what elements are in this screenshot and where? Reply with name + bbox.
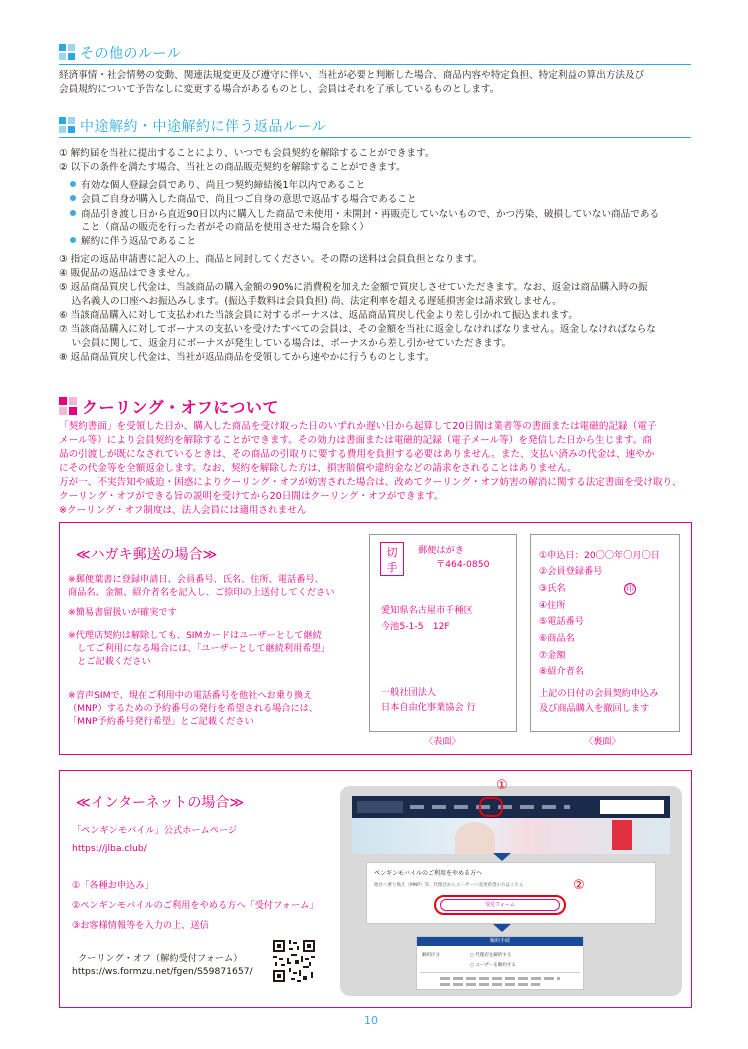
front-caption: 〈表面〉 [424, 736, 461, 747]
internet-step: ③お客様情報等を入力の上、送信 [72, 920, 209, 931]
postcard-note: ※郵便葉書に登録申請日、会員番号、氏名、住所、電話番号、 [68, 574, 324, 585]
website-partner-logo [600, 800, 664, 814]
bullet-dot-icon [70, 181, 76, 187]
recipient-address: 愛知県名古屋市千種区 [381, 605, 473, 616]
back-caption: 〈裏面〉 [584, 736, 621, 747]
page-number: 10 [364, 1014, 378, 1027]
recipient-address: 今池5-1-5 12F [381, 621, 450, 632]
section-blue-square-icon [59, 44, 75, 60]
seal-icon: 印 [626, 584, 634, 593]
return-rule-item: ④ 販促品の返品はできません。 [59, 268, 196, 279]
stamp-box [380, 542, 404, 576]
section-divider [59, 137, 691, 138]
back-footer: 上記の日付の会員契約申込み [539, 688, 659, 699]
section-title-cooling-off: クーリング・オフについて [82, 398, 279, 417]
postcard-note: （MNP）するための予約番号の発行を希望される場合には、 [68, 703, 319, 714]
bullet-dot-icon [70, 210, 76, 216]
postcard-note: 「MNP予約番号発行希望」とご記載ください [68, 716, 254, 727]
condition-bullet: 解約に伴う返品であること [70, 235, 196, 248]
panel-desc: 他社へ乗り換え（MNP）等、代理店からユーザーへ変更希望の方はこちら [374, 883, 524, 888]
cooling-off-text: 「契約書面」を受領した日か、購入した商品を受け取った日のいずれか遅い日から起算して20日間は業者等の書面または電磁的記録（電子 メール等）により会員契約を解除することができます。その効力は書面または電磁的記録（電子メール等）を発信した日から生じます。商 品の引渡しが既になされているときは、その商品の引取りに要する費用を負担する必要はありません。また、支払い済みの代金は、速やか にその代金等を全額返金します。なお、契約を解除した方は、損害賠償や違約金などの請求をされることはありません。 万が一、不実告知や威迫・困惑によりクーリング・オフが妨害された場合は、改めてクーリング・オフ妨害の解消に関する法定書面を受け取り、 クーリング・オフができる旨の説明を受けてから20日間はクーリング・オフができます。 ※クーリング・オフ制度は、法人会員には適用されません [59, 421, 682, 516]
section-blue-square-icon [59, 117, 75, 133]
panel-title: ペンギンモバイルのご利用をやめる方へ [374, 870, 482, 877]
website-hero-figure [455, 822, 495, 854]
marker-2: ② [573, 878, 585, 893]
form-side-label: 解約区分 [422, 953, 440, 958]
back-field: ⑧紹介者名 [539, 666, 584, 677]
form-option[interactable]: ○ ユーザーを解約する [470, 963, 516, 968]
return-rule-item: ⑤ 返品商品買戻し代金は、当該商品の購入金額の90%に消費税を加えた金額で買戻しさせていただきます。なお、返金は商品購入時の振 [59, 282, 648, 293]
stamp-text: 手 [386, 561, 398, 574]
bullet-dot-icon [70, 237, 76, 243]
internet-step: ①「各種お申込み」 [72, 880, 154, 891]
form-panel-header: 解約手続 [417, 937, 583, 946]
back-field: ④住所 [539, 600, 566, 611]
postcard-note: とご記載ください [68, 656, 151, 667]
postcard-note: 商品名、金額、紹介者名を記入し、ご捺印の上送付してください [68, 587, 335, 598]
condition-bullet: 商品引き渡し日から直近90日以内に購入した商品で未使用・未開封・再販売していないもので、かつ汚染、破損していない商品である [70, 208, 659, 221]
condition-bullet: 有効な個人登録会員であり、尚且つ契約締結後1年以内であること [70, 179, 365, 192]
nav-application-link[interactable] [479, 797, 503, 817]
return-rule-item: い会員に関して、返金月にボーナスが発生している場合は、ボーナスから差し引かせていただきます。 [59, 338, 512, 349]
website-hero-accent [612, 820, 632, 850]
condition-bullet: 会員ご自身が購入した商品で、尚且つご自身の意思で返品する場合であること [70, 193, 417, 206]
back-field: ⑤電話番号 [539, 616, 584, 627]
back-field: ①申込日：20〇〇年〇月〇日 [539, 550, 660, 561]
form-fine-print [440, 983, 540, 986]
website-logo [357, 801, 403, 813]
postcard-note: してご利用になる場合には、「ユーザーとして継続利用希望」 [68, 643, 330, 654]
return-rule-item: 込名義人の口座へお振込みします。(振込手数料は会員負担) 尚、法定利率を超える遅延損害金は請求致しません。 [59, 296, 562, 307]
arrow-down-icon [493, 853, 511, 861]
bullet-dot-icon [70, 195, 76, 201]
postcard-note: ※音声SIMで、現在ご利用中の電話番号を他社へお乗り換え [68, 690, 313, 701]
form-separator [420, 972, 580, 973]
return-rule-item: ② 以下の条件を満たす場合、当社との商品販売契約を解除することができます。 [59, 162, 406, 173]
return-rule-item: ③ 指定の返品申請書に記入の上、商品と同封してください。その際の送料は会員負担となります。 [59, 254, 483, 265]
section-title-returns: 中途解約・中途解約に伴う返品ルール [80, 119, 327, 135]
qr-code-icon [271, 938, 317, 984]
back-footer: 及び商品購入を撤回します [539, 703, 650, 714]
form-fine-print [440, 977, 560, 980]
postcard-label: 郵便はがき [418, 545, 464, 556]
back-field: ②会員登録番号 [539, 566, 603, 577]
homepage-url[interactable]: https://jlba.club/ [72, 843, 147, 854]
return-rule-item: ⑥ 当該商品購入に対して支払われた当該会員に対するボーナスは、返品商品買戻し代金より差し引かれて振込まれます。 [59, 310, 578, 321]
return-rule-item: ⑦ 当該商品購入に対してボーナスの支払いを受けたすべての会員は、その金額を当社に返金しなければなりません。返金しなければならな [59, 324, 656, 335]
homepage-label: 「ペンギンモバイル」公式ホームページ [72, 825, 238, 836]
postcard-note: ※代理店契約は解除しても、SIMカードはユーザーとして継続 [68, 630, 322, 641]
postcard-note: ※簡易書留扱いが確実です [68, 607, 177, 618]
arrow-down-icon [493, 924, 511, 932]
stamp-text: 切 [386, 546, 398, 559]
postcard-zip: 〒464-0850 [436, 559, 490, 570]
back-field: ③氏名 [539, 583, 566, 594]
form-url[interactable]: https://ws.formzu.net/fgen/S59871657/ [72, 966, 253, 977]
reception-form-inner[interactable]: 受付フォーム [440, 899, 560, 911]
marker-1: ① [496, 778, 508, 793]
back-field: ⑥商品名 [539, 633, 575, 644]
return-rule-item: ① 解約届を当社に提出することにより、いつでも会員契約を解除することができます。 [59, 148, 435, 159]
section-pink-square-icon [59, 397, 77, 415]
section-divider [59, 64, 691, 65]
form-label: クーリング・オフ（解約受付フォーム） [78, 953, 243, 964]
internet-heading: ≪インターネットの場合≫ [76, 795, 245, 811]
postcard-heading: ≪ハガキ郵送の場合≫ [76, 547, 218, 563]
section-title-other-rules: その他のルール [80, 46, 182, 62]
condition-bullet-continued: こと（商品の販売を行った者がその商品を使用させた場合を除く） [81, 222, 369, 233]
back-field: ⑦金額 [539, 650, 566, 661]
recipient-org: 一般社団法人 [381, 687, 437, 698]
internet-step: ②ペンギンモバイルのご利用をやめる方へ「受付フォーム」 [72, 900, 319, 911]
other-rules-text: 経済事情・社会情勢の変動、関連法規変更及び遵守に伴い、当社が必要と判断した場合、商品内容や特定負担、特定利益の算出方法及び 会員規約について予告なしに変更する場合があるものとし、会員はそれを了承しているものとします。 [59, 70, 645, 95]
recipient-org: 日本自由化事業協会 行 [381, 702, 476, 713]
form-option[interactable]: ○ 代理店を解約する [470, 953, 512, 958]
return-rule-item: ⑧ 返品商品買戻し代金は、当社が返品商品を受領してから速やかに行うものとします。 [59, 352, 435, 363]
